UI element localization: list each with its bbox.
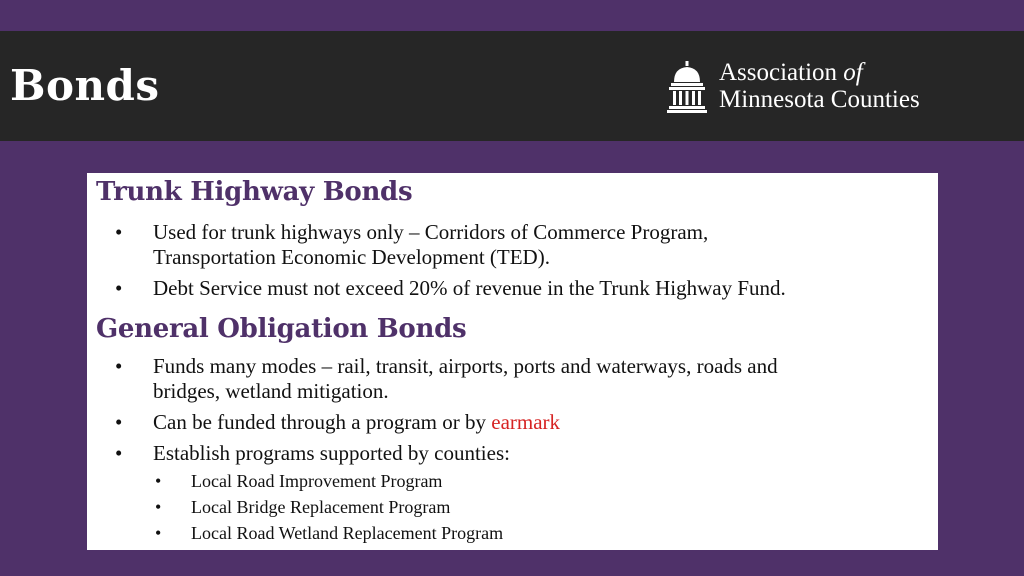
bullet-item: • Used for trunk highways only – Corridors of Commerce Program, Transportation Economic Development (TED). bbox=[115, 220, 709, 269]
logo-of: of bbox=[843, 59, 863, 86]
bullet-item: • Can be funded through a program or by earmark bbox=[115, 410, 561, 434]
sub-bullet-item: • Local Bridge Replacement Program bbox=[155, 497, 451, 517]
section-heading-go: General Obligation Bonds bbox=[96, 314, 467, 344]
bullet-icon: • bbox=[115, 220, 123, 244]
logo-text bbox=[719, 59, 920, 113]
sub-bullet-item: • Local Road Wetland Replacement Program bbox=[155, 523, 504, 543]
bullet-icon: • bbox=[115, 354, 123, 378]
bullet-item: • Debt Service must not exceed 20% of revenue in the Trunk Highway Fund. bbox=[115, 276, 786, 300]
bullet-icon: • bbox=[115, 276, 123, 300]
bullet-icon: • bbox=[155, 471, 162, 491]
logo-line1: Association bbox=[719, 59, 838, 86]
amc-logo bbox=[664, 59, 964, 117]
bullet-item: • Establish programs supported by counties: bbox=[115, 441, 510, 465]
logo-line2: Minnesota Counties bbox=[719, 86, 920, 113]
sub-bullet-item: • Local Road Improvement Program bbox=[155, 471, 443, 491]
earmark-highlight: earmark bbox=[491, 410, 561, 434]
section-heading-trunk: Trunk Highway Bonds bbox=[96, 177, 413, 207]
bullet-icon: • bbox=[115, 441, 123, 465]
bullet-icon: • bbox=[155, 523, 162, 543]
bullet-icon: • bbox=[155, 497, 162, 517]
capitol-dome-icon bbox=[666, 61, 708, 113]
page-title: Bonds bbox=[10, 61, 160, 110]
content-box bbox=[87, 173, 938, 550]
bullet-icon: • bbox=[115, 410, 123, 434]
header-bar bbox=[0, 31, 1024, 141]
bullet-item: • Funds many modes – rail, transit, airports, ports and waterways, roads and bridges, wetland mitigation. bbox=[115, 354, 778, 403]
